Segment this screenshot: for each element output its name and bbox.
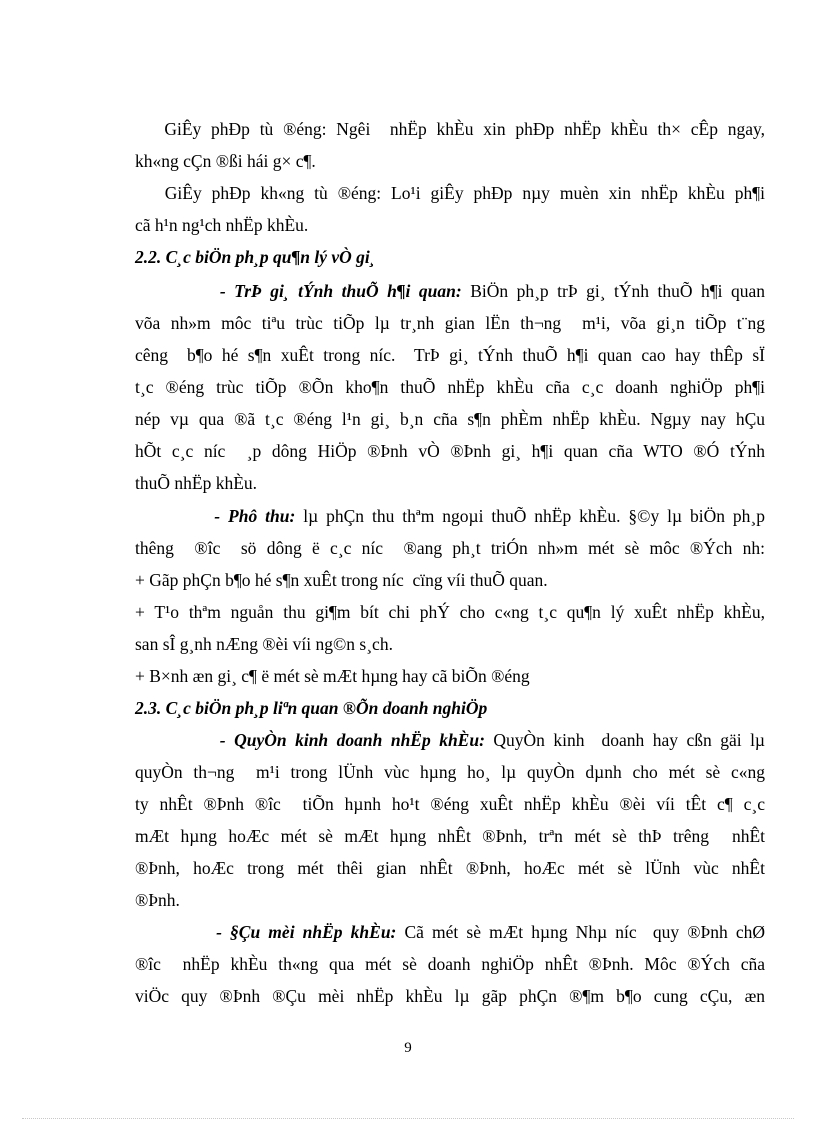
- text-line: [135, 150, 765, 172]
- line-text: kh«ng cÇn ®ßi hái g× c¶.: [135, 151, 316, 171]
- text-line: [135, 569, 765, 591]
- line-text: cã h¹n ng¹ch nhËp khÈu.: [135, 215, 309, 235]
- text-line: [135, 376, 765, 398]
- line-text: thêng ®îc sö dông ë c¸c níc ®ang ph¸t triÓn nh»m mét sè môc ®Ých nh:: [135, 538, 765, 558]
- text-line: [135, 182, 765, 204]
- line-text: ®Þnh.: [135, 890, 180, 910]
- text-line: [135, 472, 765, 494]
- text-line: [135, 408, 765, 430]
- line-text: san sÎ g¸nh nÆng ®èi víi ng©n s¸ch.: [135, 634, 393, 654]
- line-text: ®Þnh, hoÆc trong mét thêi gian nhÊt ®Þnh, hoÆc mét sè lÜnh vùc nhÊt: [135, 858, 765, 878]
- line-text: nép vµ qua ®ã t¸c ®éng l¹n gi¸ b¸n cña s¶n phÈm nhËp khÈu. Ngµy nay hÇu: [135, 409, 765, 429]
- text-line: [135, 344, 765, 366]
- indent: [135, 922, 216, 942]
- text-line: [135, 505, 765, 527]
- line-text: QuyÒn kinh doanh hay cßn gäi lµ: [484, 730, 766, 750]
- text-line: [135, 793, 765, 815]
- line-text: thuÕ nhËp khÈu.: [135, 473, 258, 493]
- line-text: mÆt hµng hoÆc mét sè mÆt hµng nhÊt ®Þnh, trªn mét sè thÞ trêng nhÊt: [135, 826, 765, 846]
- line-text: t¸c ®éng trùc tiÕp ®Õn kho¶n thuÕ nhËp khÈu cña c¸c doanh nghiÖp ph¶i: [135, 377, 765, 397]
- line-text: lµ phÇn thu thªm ngoµi thuÕ nhËp khÈu. §©y lµ biÖn ph¸p: [295, 506, 766, 526]
- indent: [135, 730, 220, 750]
- line-text: + T¹o thªm nguån thu gi¶m bít chi phÝ cho c«ng t¸c qu¶n lý xuÊt nhËp khÈu,: [135, 602, 765, 622]
- text-line: [135, 921, 765, 943]
- line-text: + Gãp phÇn b¶o hé s¶n xuÊt trong níc cïng víi thuÕ quan.: [135, 570, 548, 590]
- inline-heading: - §Çu mèi nhËp khÈu:: [216, 922, 397, 942]
- page-bottom-rule: [22, 1118, 794, 1119]
- text-line: [135, 825, 765, 847]
- line-text: ty nhÊt ®Þnh ®îc tiÕn hµnh ho¹t ®éng xuÊt nhËp khÈu ®èi víi tÊt c¶ c¸c: [135, 794, 765, 814]
- indent: [135, 281, 220, 301]
- line-text: cêng b¶o hé s¶n xuÊt trong níc. TrÞ gi¸ tÝnh thuÕ h¶i quan cao hay thÊp sÏ: [135, 345, 765, 365]
- section-heading: 2.3. C¸c biÖn ph¸p liªn quan ®Õn doanh nghiÖp: [135, 698, 488, 718]
- text-line: [135, 214, 765, 236]
- page-number: 9: [404, 1040, 412, 1056]
- line-text: ®îc nhËp khÈu th«ng qua mét sè doanh nghiÖp nhÊt ®Þnh. Môc ®Ých cña: [135, 954, 765, 974]
- inline-heading: - TrÞ gi¸ tÝnh thuÕ h¶i quan:: [219, 281, 462, 301]
- text-line: [135, 633, 765, 655]
- text-line: [135, 729, 765, 751]
- text-line: [135, 537, 765, 559]
- section-heading: 2.2. C¸c biÖn ph¸p qu¶n lý vÒ gi¸: [135, 247, 376, 267]
- text-line: [135, 440, 765, 462]
- inline-heading: - Phô thu:: [214, 506, 296, 526]
- text-line: [135, 312, 765, 334]
- line-text: GiÊy phÐp tù ®éng: Ngêi nhËp khÈu xin phÐp nhËp khÈu th× cÊp ngay,: [135, 119, 765, 139]
- text-line: [135, 697, 765, 719]
- text-line: [135, 985, 765, 1007]
- text-line: [135, 601, 765, 623]
- line-text: hÕt c¸c níc ¸p dông HiÖp ®Þnh vÒ ®Þnh gi¸ h¶i quan cña WTO ®Ó tÝnh: [135, 441, 765, 461]
- text-line: [135, 280, 765, 302]
- text-line: [135, 118, 765, 140]
- inline-heading: - QuyÒn kinh doanh nhËp khÈu:: [219, 730, 485, 750]
- text-line: [135, 953, 765, 975]
- line-text: viÖc quy ®Þnh ®Çu mèi nhËp khÈu lµ gãp phÇn ®¶m b¶o cung cÇu, æn: [135, 986, 765, 1006]
- text-line: [135, 761, 765, 783]
- line-text: GiÊy phÐp kh«ng tù ®éng: Lo¹i giÊy phÐp nµy muèn xin nhËp khÈu ph¶i: [135, 183, 765, 203]
- text-line: [135, 246, 765, 268]
- line-text: BiÖn ph¸p trÞ gi¸ tÝnh thuÕ h¶i quan: [461, 281, 766, 301]
- line-text: Cã mét sè mÆt hµng Nhµ níc quy ®Þnh chØ: [396, 922, 766, 942]
- line-text: + B×nh æn gi¸ c¶ ë mét sè mÆt hµng hay cã biÕn ®éng: [135, 666, 530, 686]
- indent: [135, 506, 214, 526]
- text-line: [135, 665, 765, 687]
- text-line: [135, 857, 765, 879]
- text-line: [135, 889, 765, 911]
- line-text: võa nh»m môc tiªu trùc tiÕp lµ tr¸nh gian lËn th¬ng m¹i, võa gi¸n tiÕp t¨ng: [135, 313, 765, 333]
- line-text: quyÒn th¬ng m¹i trong lÜnh vùc hµng ho¸ lµ quyÒn dµnh cho mét sè c«ng: [135, 762, 765, 782]
